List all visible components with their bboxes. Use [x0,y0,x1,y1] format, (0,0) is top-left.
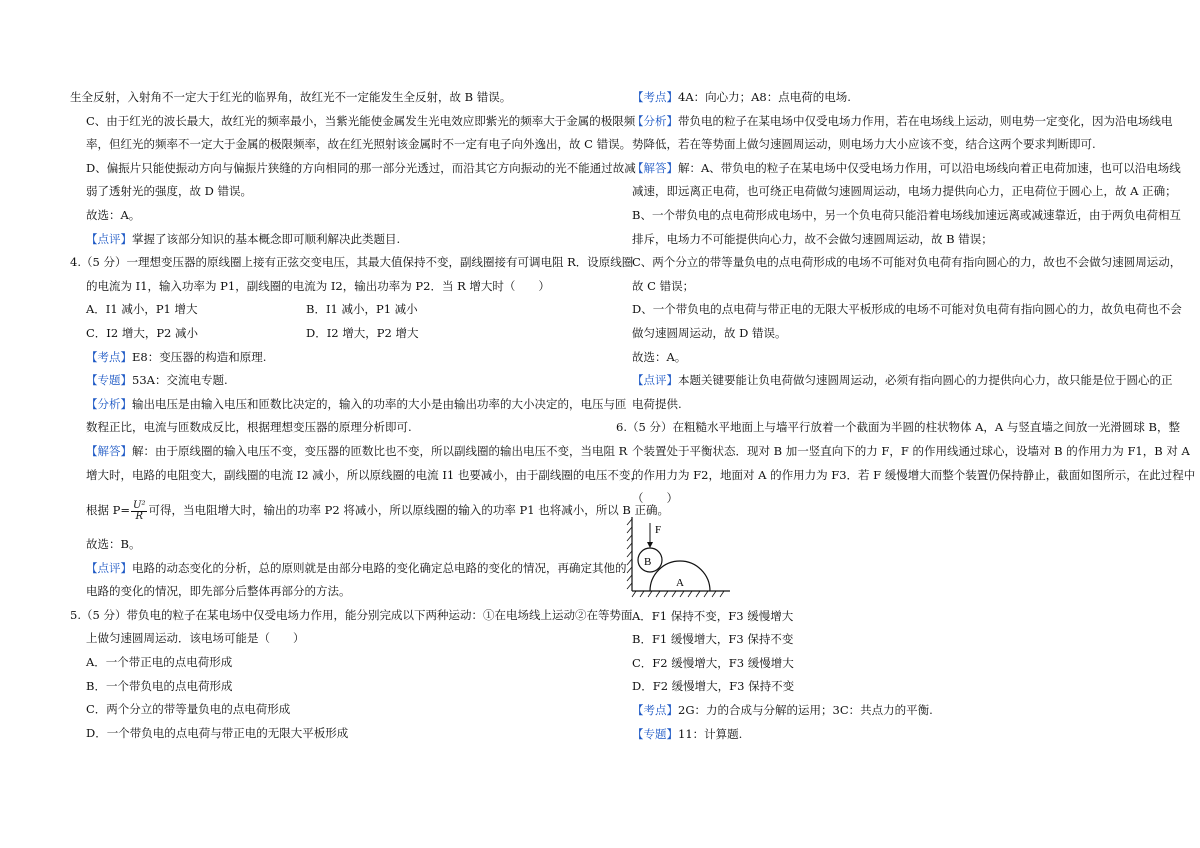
q6-option-a: A．F1 保持不变，F3 缓慢增大 [632,608,794,623]
comment-text: 掌握了该部分知识的基本概念即可顺利解决此类题目. [132,231,401,246]
kaodian-tag: 【考点】 [632,90,678,104]
q5-kaodian [616,86,1136,110]
q4-answer: 故选：B。 [86,537,141,552]
q4-option-c: C．I2 增大，P2 减小 [86,325,199,340]
jieda-text: 解：由于原线圈的输入电压不变，变压器的匝数比也不变，所以副线圈的输出电压不变，当电阻 R [132,443,628,458]
q5-stem-line: 上做匀速圆周运动．该电场可能是（ ） [86,631,305,646]
q4-stem-line: 4.（5 分）一理想变压器的原线圈上接有正弦交变电压，其最大值保持不变，副线圈接有可调电阻 R．设原线圈 [70,255,634,270]
q3-text-line: 弱了透射光的强度，故 D 错误。 [86,184,253,199]
q4-comment-cont: 电路的变化的情况，即先部分后整体再部分的方法。 [86,584,351,599]
q5-option-b: B．一个带负电的点电荷形成 [86,678,233,693]
q5-jieda-cont: 做匀速圆周运动，故 D 错误。 [632,325,787,340]
q3-comment [70,228,570,252]
fenxi-tag: 【分析】 [632,113,678,128]
formula-prefix: 根据 P= [86,503,131,518]
comment-text: 电路的动态变化的分析，总的原则就是由部分电路的变化确定总电路的变化的情况，再确定其他的 [132,560,627,575]
q4-zhuanti [70,369,570,393]
q5-option-d: D．一个带负电的点电荷与带正电的无限大平板形成 [86,725,349,740]
q4-option-b: B．I1 减小，P1 减小 [306,302,418,317]
jieda-tag: 【解答】 [86,443,132,458]
q5-jieda-cont: B、一个带负电的点电荷形成电场中，另一个负电荷只能沿着电场线加速远离或减速靠近，由于两负电荷相互 [632,207,1181,222]
fenxi-text: 输出电压是由输入电压和匝数比决定的，输入的功率的大小是由输出功率的大小决定的，电压与匝 [132,396,627,411]
q5-jieda-cont: D、一个带负电的点电荷与带正电的无限大平板形成的电场不可能对负电荷有指向圆心的力，故负电荷也不会 [632,302,1182,317]
force-label: F [655,523,662,536]
zhuanti-text: 53A：交流电专题. [132,373,228,388]
q4-formula-line [70,487,669,533]
q3-text-line: 率，但红光的频率不一定大于金属的极限频率，故在红光照射该金属时不一定有电子向外逸出，故 C 错误。 [86,137,632,152]
q6-kaodian [616,699,1136,723]
formula-suffix: 可得，当电阻增大时，输出的功率 P2 将减小，所以原线圈的输入的功率 P1 也将减小，所以 B 正确。 [148,503,669,518]
q4-jieda-cont: 增大时，电路的电阻变大，副线圈的电流 I2 减小，所以原线圈的电流 I1 也要减小，由于副线圈的电压不变， [86,467,642,482]
q4-option-d: D．I2 增大，P2 增大 [306,325,419,340]
block-label: A [676,576,684,589]
kaodian-text: 4A：向心力；A8：点电荷的电场. [678,90,851,104]
q3-text-line: C、由于红光的波长最大，故红光的频率最小，当紫光能使金属发生光电效应即紫光的频率大于金属的极限频 [86,113,636,128]
kaodian-text: E8：变压器的构造和原理. [132,349,267,364]
kaodian-text: 2G：力的合成与分解的运用；3C：共点力的平衡. [678,703,933,718]
fenxi-text: 带负电的粒子在某电场中仅受电场力作用，若在电场线上运动，则电势一定变化，因为沿电场线电 [678,113,1173,128]
zhuanti-tag: 【专题】 [86,373,132,388]
comment-tag: 【点评】 [86,231,132,246]
q6-option-c: C．F2 缓慢增大，F3 缓慢增大 [632,655,794,670]
q5-stem-line: 5.（5 分）带负电的粒子在某电场中仅受电场力作用，能分别完成以下两种运动：①在电场线上运动②在等势面 [70,607,633,622]
q4-jieda [70,440,628,464]
q3-text-line: 生全反射，入射角不一定大于红光的临界角，故红光不一定能发生全反射，故 B 错误。 [70,90,512,104]
power-formula [131,501,147,522]
comment-tag: 【点评】 [632,373,678,388]
jieda-text: 解：A、带负电的粒子在某电场中仅受电场力作用，可以沿电场线向着正电荷加速，也可以沿电场线 [678,160,1181,175]
q5-option-a: A．一个带正电的点电荷形成 [86,655,233,670]
q4-stem-line: 的电流为 I1，输入功率为 P1，副线圈的电流为 I2，输出功率为 P2．当 R 增大时（ ） [86,278,550,293]
q6-stem-line: （ ） [632,491,678,506]
q6-option-b: B．F1 缓慢增大，F3 保持不变 [632,632,794,647]
comment-text: 本题关键要能让负电荷做匀速圆周运动，必须有指向圆心的力提供向心力，故只能是位于圆心的正 [678,373,1173,388]
ground-hatch [632,591,724,597]
q6-figure [626,515,736,599]
q4-options-row [70,322,570,346]
q4-fenxi-cont: 数程正比，电流与匝数成反比，根据理想变压器的原理分析即可. [86,420,412,435]
ball-label: B [644,555,652,568]
q6-zhuanti [616,723,1136,747]
q5-jieda-cont: 排斥，电场力不可能提供向心力，故不会做匀速圆周运动，故 B 错误； [632,231,993,246]
q4-option-a: A．I1 减小，P1 增大 [86,302,198,317]
q4-kaodian [70,346,570,370]
q4-comment [70,557,627,581]
q4-fenxi [70,393,627,417]
q3-text-line: D、偏振片只能使振动方向与偏振片狭缝的方向相同的那一部分光透过，而沿其它方向振动的光不能通过故减 [86,160,636,175]
q5-option-c: C．两个分立的带等量负电的点电荷形成 [86,702,291,717]
wall-hatch [627,519,632,589]
zhuanti-text: 11：计算题. [678,726,743,741]
q3-answer: 故选：A。 [86,207,141,222]
formula-denominator: R [135,510,144,522]
formula-numerator: U² [133,499,146,511]
jieda-tag: 【解答】 [632,160,678,175]
kaodian-tag: 【考点】 [632,703,678,718]
q5-comment-cont: 电荷提供. [632,396,682,411]
q5-jieda-cont: 故 C 错误； [632,278,695,293]
q5-answer: 故选：A。 [632,349,687,364]
q5-comment [616,369,1173,393]
q5-jieda-cont: 减速，即远离正电荷，也可绕正电荷做匀速圆周运动，电场力提供向心力，正电荷位于圆心上，故 A 正确； [632,184,1177,199]
kaodian-tag: 【考点】 [86,349,132,364]
q5-jieda [616,157,1181,181]
fenxi-tag: 【分析】 [86,396,132,411]
zhuanti-tag: 【专题】 [632,726,678,741]
q4-options-row [70,298,570,322]
right-column [616,86,1196,746]
q5-fenxi [616,110,1173,134]
q5-jieda-cont: C、两个分立的带等量负电的点电荷形成的电场不可能对负电荷有指向圆心的力，故也不会做匀速圆周运动， [632,255,1182,270]
q6-stem-line: 的作用力为 F2，地面对 A 的作用力为 F3．若 F 缓慢增大而整个装置仍保持静止，截面如图所示，在此过程中 [632,467,1196,482]
q5-fenxi-cont: 势降低，若在等势面上做匀速圆周运动，则电场力大小应该不变，结合这两个要求判断即可. [632,137,1096,152]
q6-option-d: D．F2 缓慢增大，F3 保持不变 [632,679,795,694]
q6-stem-line: 6.（5 分）在粗糙水平地面上与墙平行放着一个截面为半圆的柱状物体 A，A 与竖直墙之间放一光滑圆球 B，整 [616,420,1180,435]
comment-tag: 【点评】 [86,560,132,575]
force-arrowhead [647,542,653,548]
q6-stem-line: 个装置处于平衡状态．现对 B 加一竖直向下的力 F，F 的作用线通过球心，设墙对 B 的作用力为 F1，B 对 A [632,443,1190,458]
